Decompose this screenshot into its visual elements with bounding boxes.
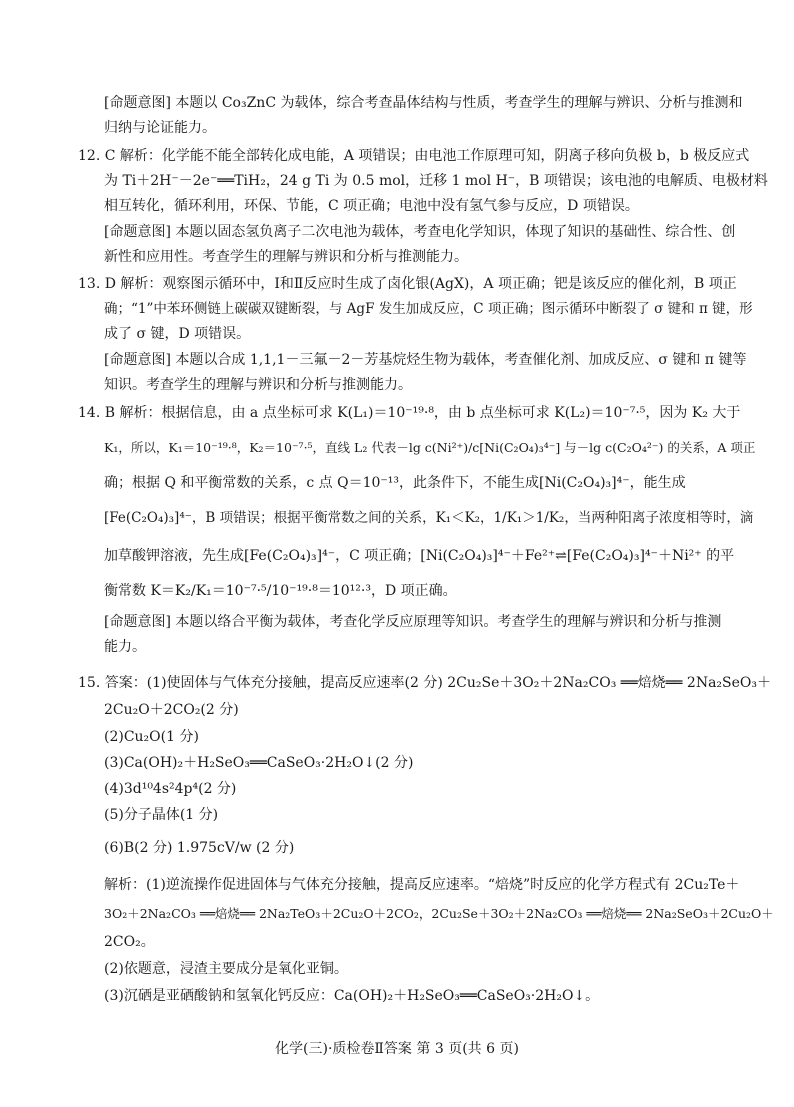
- text-line: 3O₂＋2Na₂CO₃ ══焙烧══ 2Na₂TeO₃＋2Cu₂O＋2CO₂，2Cu₂Se＋3O₂＋2Na₂CO₃ ══焙烧══ 2Na₂SeO₃＋2Cu₂O＋: [104, 906, 774, 921]
- text-line: K₁，所以，K₁＝10⁻¹⁹·⁸，K₂＝10⁻⁷·⁵，直线 L₂ 代表－lg c(Ni²⁺)/c[Ni(C₂O₄)₃⁴⁻] 与－lg c(C₂O₄²⁻) 的关系，A 项正: [104, 440, 756, 455]
- text-line: 归纳与论证能力。: [104, 120, 216, 136]
- text-line: 为 Ti＋2H⁻－2e⁻══TiH₂，24 g Ti 为 0.5 mol，迁移 1 mol H⁻，B 项错误；该电池的电解质、电极材料: [104, 173, 768, 189]
- text-line: 14. B 解析：根据信息，由 a 点坐标可求 K(L₁)＝10⁻¹⁹·⁸，由 b 点坐标可求 K(L₂)＝10⁻⁷·⁵，因为 K₂ 大于: [78, 405, 741, 421]
- text-line: 能力。: [104, 639, 146, 655]
- text-line: (6)B(2 分) 1.975cV/w (2 分): [104, 840, 295, 856]
- text-line: (4)3d¹⁰4s²4p⁴(2 分): [104, 781, 237, 797]
- text-line: 知识。考查学生的理解与辨识和分析与推测能力。: [104, 377, 412, 393]
- text-line: 加草酸钾溶液，先生成[Fe(C₂O₄)₃]⁴⁻，C 项正确；[Ni(C₂O₄)₃]⁴⁻＋Fe²⁺⇌[Fe(C₂O₄)₃]⁴⁻＋Ni²⁺ 的平: [104, 548, 735, 564]
- text-line: [命题意图] 本题以固态氢负离子二次电池为载体，考查电化学知识，体现了知识的基础性、综合性、创: [104, 224, 736, 240]
- text-line: (2)依题意，浸渣主要成分是氧化亚铜。: [104, 961, 348, 977]
- text-line: 2Cu₂O＋2CO₂(2 分): [104, 702, 239, 718]
- text-line: [命题意图] 本题以络合平衡为载体，考查化学反应原理等知识。考查学生的理解与辨识和分析与推测: [104, 614, 722, 630]
- text-line: 确；根据 Q 和平衡常数的关系，c 点 Q＝10⁻¹³，此条件下，不能生成[Ni(C₂O₄)₃]⁴⁻，能生成: [104, 475, 686, 491]
- text-line: (3)Ca(OH)₂＋H₂SeO₃══CaSeO₃·2H₂O↓(2 分): [104, 755, 414, 771]
- text-line: 成了 σ 键，D 项错误。: [104, 326, 251, 342]
- text-line: 13. D 解析：观察图示循环中，Ⅰ和Ⅱ反应时生成了卤化银(AgX)，A 项正确；钯是该反应的催化剂，B 项正: [78, 276, 737, 292]
- text-line: 15. 答案：(1)使固体与气体充分接触，提高反应速率(2 分) 2Cu₂Se＋3O₂＋2Na₂CO₃ ══焙烧══ 2Na₂SeO₃＋: [78, 675, 772, 691]
- page-footer: 化学(三)·质检卷Ⅱ答案 第 3 页(共 6 页): [275, 1041, 519, 1057]
- text-line: [命题意图] 本题以 Co₃ZnC 为载体，综合考查晶体结构与性质，考查学生的理解与辨识、分析与推测和: [104, 95, 743, 111]
- text-line: [命题意图] 本题以合成 1,1,1－三氟－2－芳基烷烃生物为载体，考查催化剂、加成反应、σ 键和 π 键等: [104, 352, 747, 368]
- text-line: (2)Cu₂O(1 分): [104, 729, 199, 745]
- text-line: 衡常数 K＝K₂/K₁＝10⁻⁷·⁵/10⁻¹⁹·⁸＝10¹²·³，D 项正确。: [104, 583, 457, 599]
- text-line: 2CO₂。: [104, 934, 155, 950]
- text-line: 解析：(1)逆流操作促进固体与气体充分接触，提高反应速率。“焙烧”时反应的化学方程式有 2Cu₂Te＋: [104, 877, 740, 893]
- text-line: (5)分子晶体(1 分): [104, 807, 219, 823]
- text-line: (3)沉硒是亚硒酸钠和氢氧化钙反应：Ca(OH)₂＋H₂SeO₃══CaSeO₃·2H₂O↓。: [104, 988, 600, 1004]
- text-line: 12. C 解析：化学能不能全部转化成电能，A 项错误；由电池工作原理可知，阴离子移向负极 b，b 极反应式: [78, 148, 750, 164]
- text-line: [Fe(C₂O₄)₃]⁴⁻，B 项错误；根据平衡常数之间的关系，K₁＜K₂，1/K₁＞1/K₂，当两种阳离子浓度相等时，滴: [104, 510, 754, 526]
- text-line: 确；“1”中苯环侧链上碳碳双键断裂，与 AgF 发生加成反应，C 项正确；图示循环中断裂了 σ 键和 π 键，形: [104, 301, 753, 317]
- text-line: 相互转化，循环利用，环保、节能，C 项正确；电池中没有氢气参与反应，D 项错误。: [104, 198, 639, 214]
- text-line: 新性和应用性。考查学生的理解与辨识和分析与推测能力。: [104, 249, 468, 265]
